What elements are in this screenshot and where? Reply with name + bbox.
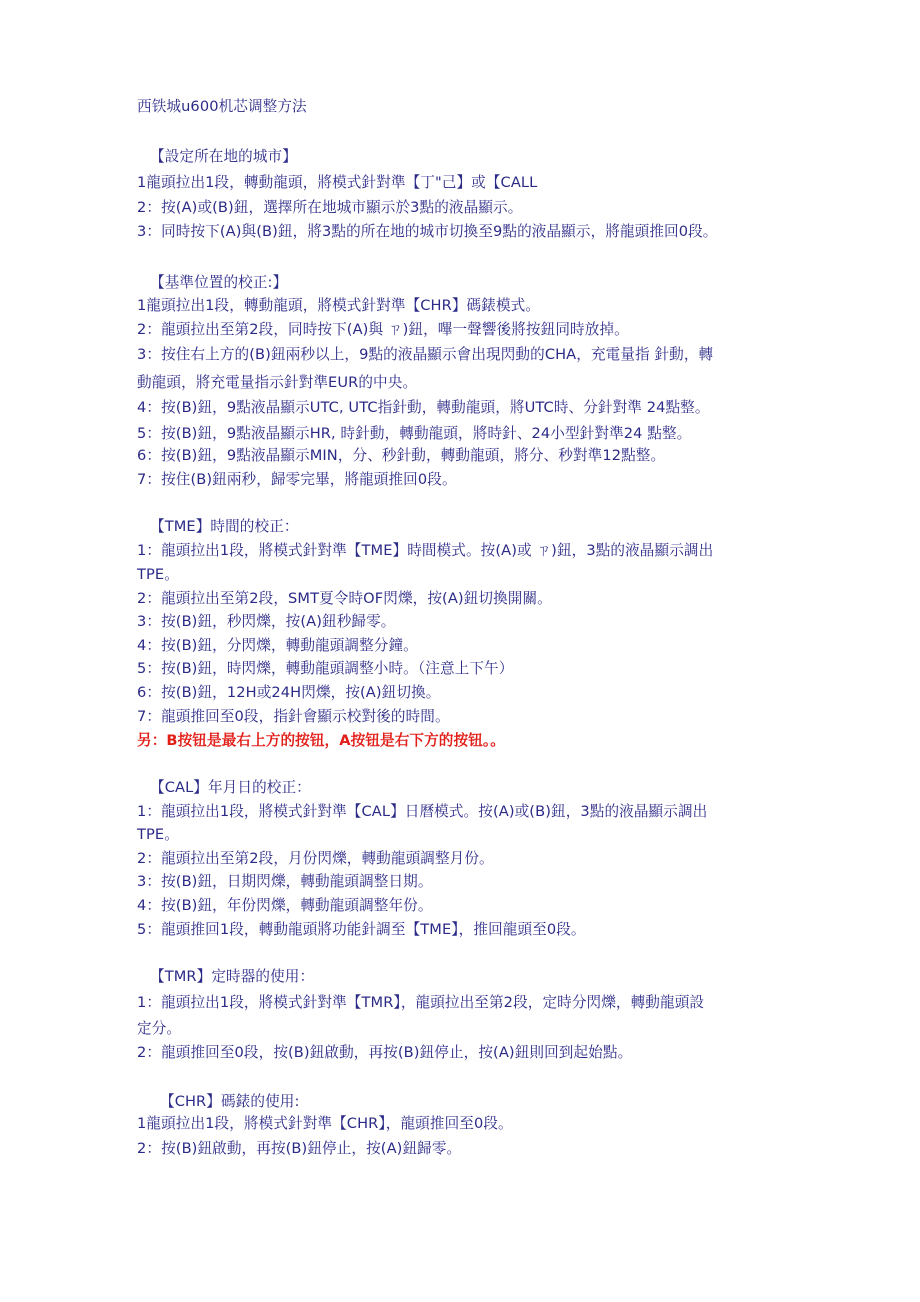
time-step-3: 3：按(B)鈕，秒閃爍，按(A)鈕秒歸零。 bbox=[137, 613, 396, 630]
city-step-3: 3：同時按下(A)與(B)鈕，將3點的所在地的城市切換至9點的液晶顯示，將龍頭推回0段。 bbox=[137, 223, 718, 240]
timer-step-1-cont: 定分。 bbox=[137, 1020, 182, 1037]
timer-step-2: 2：龍頭推回至0段，按(B)鈕啟動，再按(B)鈕停止，按(A)鈕則回到起始點。 bbox=[137, 1044, 633, 1061]
calendar-step-3: 3：按(B)鈕，日期閃爍，轉動龍頭調整日期。 bbox=[137, 873, 433, 890]
section-heading-timer: 【TMR】定時器的使用： bbox=[150, 968, 315, 985]
base-step-1: 1龍頭拉出1段，轉動龍頭，將模式針對準【CHR】碼錶模式。 bbox=[137, 297, 541, 314]
city-step-1: 1龍頭拉出1段，轉動龍頭，將模式針對準【丁"己】或【CALL bbox=[137, 174, 538, 191]
section-heading-time: 【TME】時間的校正： bbox=[150, 518, 299, 535]
calendar-step-2: 2：龍頭拉出至第2段，月份閃爍，轉動龍頭調整月份。 bbox=[137, 850, 494, 867]
time-step-4: 4：按(B)鈕，分閃爍，轉動龍頭調整分鐘。 bbox=[137, 637, 418, 654]
document-title: 西铁城u600机芯调整方法 bbox=[137, 98, 307, 115]
section-heading-calendar: 【CAL】年月日的校正： bbox=[150, 779, 311, 796]
calendar-step-4: 4：按(B)鈕，年份閃爍，轉動龍頭調整年份。 bbox=[137, 897, 433, 914]
chronograph-step-1: 1龍頭拉出1段，將模式針對準【CHR】，龍頭推回至0段。 bbox=[137, 1115, 513, 1132]
base-step-3-cont: 動龍頭，將充電量指示針對準EUR的中央。 bbox=[137, 374, 418, 391]
base-step-7: 7：按住(B)鈕兩秒，歸零完畢，將龍頭推回0段。 bbox=[137, 471, 457, 488]
base-step-6: 6：按(B)鈕，9點液晶顯示MIN，分、秒針動，轉動龍頭，將分、秒對準12點整。 bbox=[137, 447, 666, 464]
calendar-step-5: 5：龍頭推回1段，轉動龍頭將功能針調至【TME】，推回龍頭至0段。 bbox=[137, 921, 586, 938]
section-heading-chronograph: 【CHR】碼錶的使用: bbox=[160, 1093, 300, 1110]
base-step-3: 3：按住右上方的(B)鈕兩秒以上，9點的液晶顯示會出現閃動的CHA，充電量指 針動，轉 bbox=[137, 346, 714, 363]
time-step-2: 2：龍頭拉出至第2段，SMT夏令時OF閃爍，按(A)鈕切換開關。 bbox=[137, 590, 552, 607]
time-step-5: 5：按(B)鈕，時閃爍，轉動龍頭調整小時。（注意上下午） bbox=[137, 660, 514, 677]
timer-step-1: 1：龍頭拉出1段，將模式針對準【TMR】，龍頭拉出至第2段，定時分閃爍，轉動龍頭設 bbox=[137, 994, 705, 1011]
section-heading-city: 【設定所在地的城市】 bbox=[150, 148, 297, 165]
time-step-7: 7：龍頭推回至0段，指針會顯示校對後的時間。 bbox=[137, 708, 450, 725]
base-step-2: 2：龍頭拉出至第2段，同時按下(A)與 ㄗ)鈕，嗶一聲響後將按鈕同時放掉。 bbox=[137, 321, 629, 338]
section-heading-base-position: 【基準位置的校正:】 bbox=[150, 274, 288, 291]
chronograph-step-2: 2：按(B)鈕啟動，再按(B)鈕停止，按(A)鈕歸零。 bbox=[137, 1140, 462, 1157]
city-step-2: 2：按(A)或(B)鈕，選擇所在地城市顯示於3點的液晶顯示。 bbox=[137, 199, 523, 216]
time-step-1: 1：龍頭拉出1段，將模式針對準【TME】時間模式。按(A)或 ㄗ)鈕，3點的液晶顯示調出 bbox=[137, 542, 714, 559]
time-step-6: 6：按(B)鈕，12H或24H閃爍，按(A)鈕切換。 bbox=[137, 684, 441, 701]
time-step-1-cont: TPE。 bbox=[137, 566, 179, 583]
base-step-4: 4：按(B)鈕，9點液晶顯示UTC, UTC指針動，轉動龍頭，將UTC時、分針對準 24點整。 bbox=[137, 399, 710, 416]
calendar-step-1: 1：龍頭拉出1段，將模式針對準【CAL】日曆模式。按(A)或(B)鈕，3點的液晶顯示調出 bbox=[137, 803, 708, 820]
calendar-step-1-cont: TPE。 bbox=[137, 826, 179, 843]
base-step-5: 5：按(B)鈕，9點液晶顯示HR, 時針動，轉動龍頭，將時針、24小型針對準24 點整。 bbox=[137, 425, 692, 442]
button-location-note: 另：B按钮是最右上方的按钮，A按钮是右下方的按钮。。 bbox=[137, 732, 505, 749]
